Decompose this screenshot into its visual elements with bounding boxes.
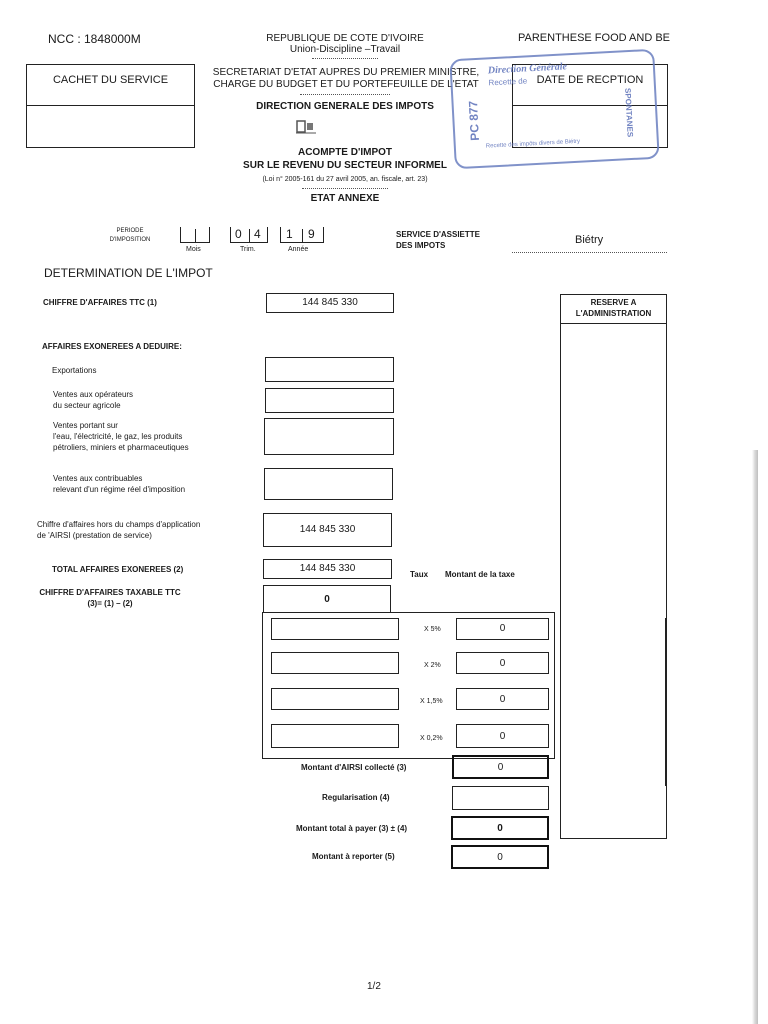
hors-champ-field[interactable]: [263, 513, 392, 547]
form-title-2: SUR LE REVENU DU SECTEUR INFORMEL: [243, 160, 447, 171]
rate-base-field-3[interactable]: [271, 688, 399, 710]
cachet-box: [26, 64, 195, 148]
contrib-label-1: Ventes aux contribuables: [53, 474, 143, 483]
montant-taxe-label: Montant de la taxe: [445, 570, 515, 579]
reserve-line-2: L'ADMINISTRATION: [575, 309, 652, 318]
regul-label: Regularisation (4): [322, 793, 390, 802]
mois-label: Mois: [186, 246, 201, 253]
rate-amount-field-3[interactable]: [456, 688, 549, 710]
agricole-label-1: Ventes aux opérateurs: [53, 390, 134, 399]
stamp-side: SPONTANES: [623, 87, 635, 138]
trim-field[interactable]: [230, 227, 268, 243]
total-payer-value: 0: [497, 823, 503, 834]
direction-title: DIRECTION GENERALE DES IMPOTS: [256, 101, 434, 112]
eau-label-3: pétroliers, miniers et pharmaceutiques: [53, 443, 189, 452]
motto-divider: [312, 58, 378, 59]
airsi-label: Montant d'AIRSI collecté (3): [301, 763, 407, 772]
rate-amount-4: 0: [499, 731, 506, 742]
total-exo-field[interactable]: [263, 559, 392, 579]
ca-ttc-value: 144 845 330: [302, 297, 358, 308]
taxable-field[interactable]: [263, 585, 391, 613]
annee-digit-2: 9: [308, 227, 315, 241]
date-reception-label: DATE DE RECPTION: [536, 74, 644, 86]
total-payer-label: Montant total à payer (3) ± (4): [296, 824, 408, 833]
contrib-label-2: relevant d'un régime réel d'imposition: [53, 485, 186, 494]
hors-champ-value: 144 845 330: [299, 524, 356, 535]
form-title-1: ACOMPTE D'IMPOT: [297, 147, 393, 158]
stamp-code: PC 877: [465, 100, 483, 142]
ncc-number: NCC : 1848000M: [48, 32, 141, 46]
rate-label-4: X 0,2%: [420, 735, 443, 742]
total-exo-value: 144 845 330: [299, 563, 356, 574]
ministry-line-1: SECRETARIAT D'ETAT AUPRES DU PREMIER MINISTRE,: [212, 67, 480, 78]
contrib-field[interactable]: [264, 468, 393, 500]
rate-amount-2: 0: [499, 658, 506, 669]
taxable-value: 0: [324, 594, 330, 605]
total-payer-field[interactable]: [451, 816, 549, 840]
trim-digit-2: 4: [254, 227, 261, 241]
law-reference: (Loi n° 2005-161 du 27 avril 2005, an. fiscale, art. 23): [262, 176, 428, 183]
rate-amount-field-2[interactable]: [456, 652, 549, 674]
rate-label-2: X 2%: [424, 662, 441, 669]
rate-base-field-2[interactable]: [271, 652, 399, 674]
rate-amount-field-4[interactable]: [456, 724, 549, 748]
reporter-label: Montant à reporter (5): [312, 852, 395, 861]
taux-label: Taux: [410, 570, 429, 579]
hors-champ-label-2: de 'AIRSI (prestation de service): [37, 531, 152, 540]
taxable-label-2: (3)= (1) – (2): [87, 599, 133, 608]
trim-digit-1: 0: [235, 227, 242, 241]
stamp-line-2: Recette de: [488, 76, 528, 88]
company-name: PARENTHESE FOOD AND BE: [518, 32, 670, 44]
stamp-line-1: Direction Générale: [487, 61, 568, 77]
airsi-value: 0: [497, 762, 504, 773]
section-title: DETERMINATION DE L'IMPOT: [44, 266, 213, 280]
ca-ttc-label: CHIFFRE D'AFFAIRES TTC (1): [43, 298, 157, 307]
ca-ttc-field[interactable]: [266, 293, 394, 313]
country-motto: Union-Discipline –Travail: [289, 44, 401, 55]
eau-label-2: l'eau, l'électricité, le gaz, les produits: [53, 432, 183, 441]
exportations-field[interactable]: [265, 357, 394, 382]
hors-champ-label-1: Chiffre d'affaires hors du champs d'application: [37, 520, 201, 529]
rate-base-field-4[interactable]: [271, 724, 399, 748]
exportations-label: Exportations: [52, 366, 97, 375]
stamp-line-3: Recette des impôts divers de Biétry: [485, 138, 581, 150]
scan-edge: [752, 450, 758, 1024]
agricole-label-2: du secteur agricole: [53, 401, 121, 410]
rate-amount-1: 0: [499, 623, 506, 634]
rate-base-field-1[interactable]: [271, 618, 399, 640]
eau-label-1: Ventes portant sur: [53, 421, 118, 430]
eau-field[interactable]: [264, 418, 394, 455]
taxable-label-1: CHIFFRE D'AFFAIRES TAXABLE TTC: [39, 588, 181, 597]
ministry-line-2: CHARGE DU BUDGET ET DU PORTEFEUILLE DE L'ETAT: [213, 79, 479, 90]
annex-title: ETAT ANNEXE: [310, 193, 380, 204]
mois-field[interactable]: [180, 227, 210, 243]
period-label-1: PERIODE: [116, 228, 144, 234]
rate-amount-3: 0: [499, 694, 506, 705]
cachet-label: CACHET DU SERVICE: [52, 74, 169, 86]
rate-label-1: X 5%: [424, 626, 441, 633]
service-label-1: SERVICE D'ASSIETTE: [396, 230, 480, 239]
law-divider: [302, 188, 388, 189]
country-name: REPUBLIQUE DE COTE D'IVOIRE: [266, 33, 424, 44]
reserve-header-box: [560, 294, 667, 324]
reporter-field[interactable]: [451, 845, 549, 869]
annee-digit-1: 1: [286, 227, 293, 241]
ministry-divider: [300, 94, 390, 95]
trim-label: Trim.: [240, 246, 256, 253]
page-number: 1/2: [367, 981, 381, 992]
regul-field[interactable]: [452, 786, 549, 810]
reserve-inner-line: [665, 618, 666, 786]
annee-label: Année: [288, 246, 309, 253]
service-underline: [512, 252, 667, 253]
agricole-field[interactable]: [265, 388, 394, 413]
annee-field[interactable]: [280, 227, 324, 243]
reserve-column: [560, 323, 667, 839]
rate-amount-field-1[interactable]: [456, 618, 549, 640]
exonerees-label: AFFAIRES EXONEREES A DEDUIRE:: [42, 342, 182, 351]
service-value[interactable]: Biétry: [575, 234, 604, 246]
total-exo-label: TOTAL AFFAIRES EXONEREES (2): [52, 565, 184, 574]
period-label-2: D'IMPOSITION: [109, 237, 151, 243]
reserve-line-1: RESERVE A: [590, 298, 637, 307]
dgi-logo-icon: [296, 119, 316, 135]
airsi-field[interactable]: [452, 755, 549, 779]
service-label-2: DES IMPOTS: [396, 241, 446, 250]
reporter-value: 0: [497, 852, 503, 863]
rate-label-3: X 1,5%: [420, 698, 443, 705]
